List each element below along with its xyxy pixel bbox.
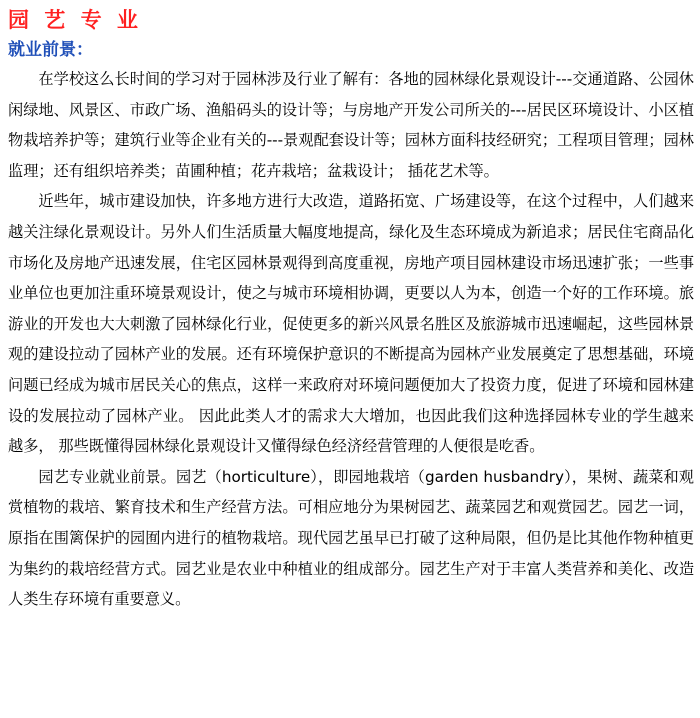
paragraph: 园艺专业就业前景。园艺（horticulture），即园地栽培（garden husbandry），果树、蔬菜和观赏植物的栽培、繁育技术和生产经营方法。可相应地分为果树园艺、蔬菜园艺和观赏园艺。园艺一词，原指在围篱保护的园囿内进行的植物栽培。现代园艺虽早已打破了这种局限，但仍是比其他作物种植更为集约的栽培经营方式。园艺业是农业中种植业的组成部分。园艺生产对于丰富人类营养和美化、改造人类生存环境有重要意义。 [8, 467, 694, 609]
section-heading: 就业前景： [8, 40, 93, 60]
paragraph: 在学校这么长时间的学习对于园林涉及行业了解有：各地的园林绿化景观设计---交通道路、公园休闲绿地、风景区、市政广场、渔船码头的设计等；与房地产开发公司所关的---居民区环境设计、小区植物栽培养护等；建筑行业等企业有关的---景观配套设计等；园林方面科技经研究；工程项目管理；园林监理；还有组织培养类；苗圃种植；花卉栽培；盆栽设计； 插花艺术等。 [8, 70, 694, 180]
paragraph: 近些年，城市建设加快，许多地方进行大改造，道路拓宽、广场建设等，在这个过程中，人们越来越关注绿化景观设计。另外人们生活质量大幅度地提高，绿化及生态环境成为新追求；居民住宅商品化市场化及房地产迅速发展，住宅区园林景观得到高度重视，房地产项目园林建设市场迅速扩张；一些事业单位也更加注重环境景观设计，使之与城市环境相协调，更要以人为本，创造一个好的工作环境。旅游业的开发也大大刺激了园林绿化行业，促使更多的新兴风景名胜区及旅游城市迅速崛起，这些园林景观的建设拉动了园林产业的发展。还有环境保护意识的不断提高为园林产业发展奠定了思想基础，环境问题已经成为城市居民关心的焦点，这样一来政府对环境问题便加大了投资力度，促进了环境和园林建设的发展拉动了园林产业。 因此此类人才的需求大大增加，也因此我们这种选择园林专业的学生越来越多， 那些既懂得园林绿化景观设计又懂得绿色经济经营管理的人便很是吃香。 [8, 192, 694, 456]
document-title: 园 艺 专 业 [8, 7, 142, 32]
